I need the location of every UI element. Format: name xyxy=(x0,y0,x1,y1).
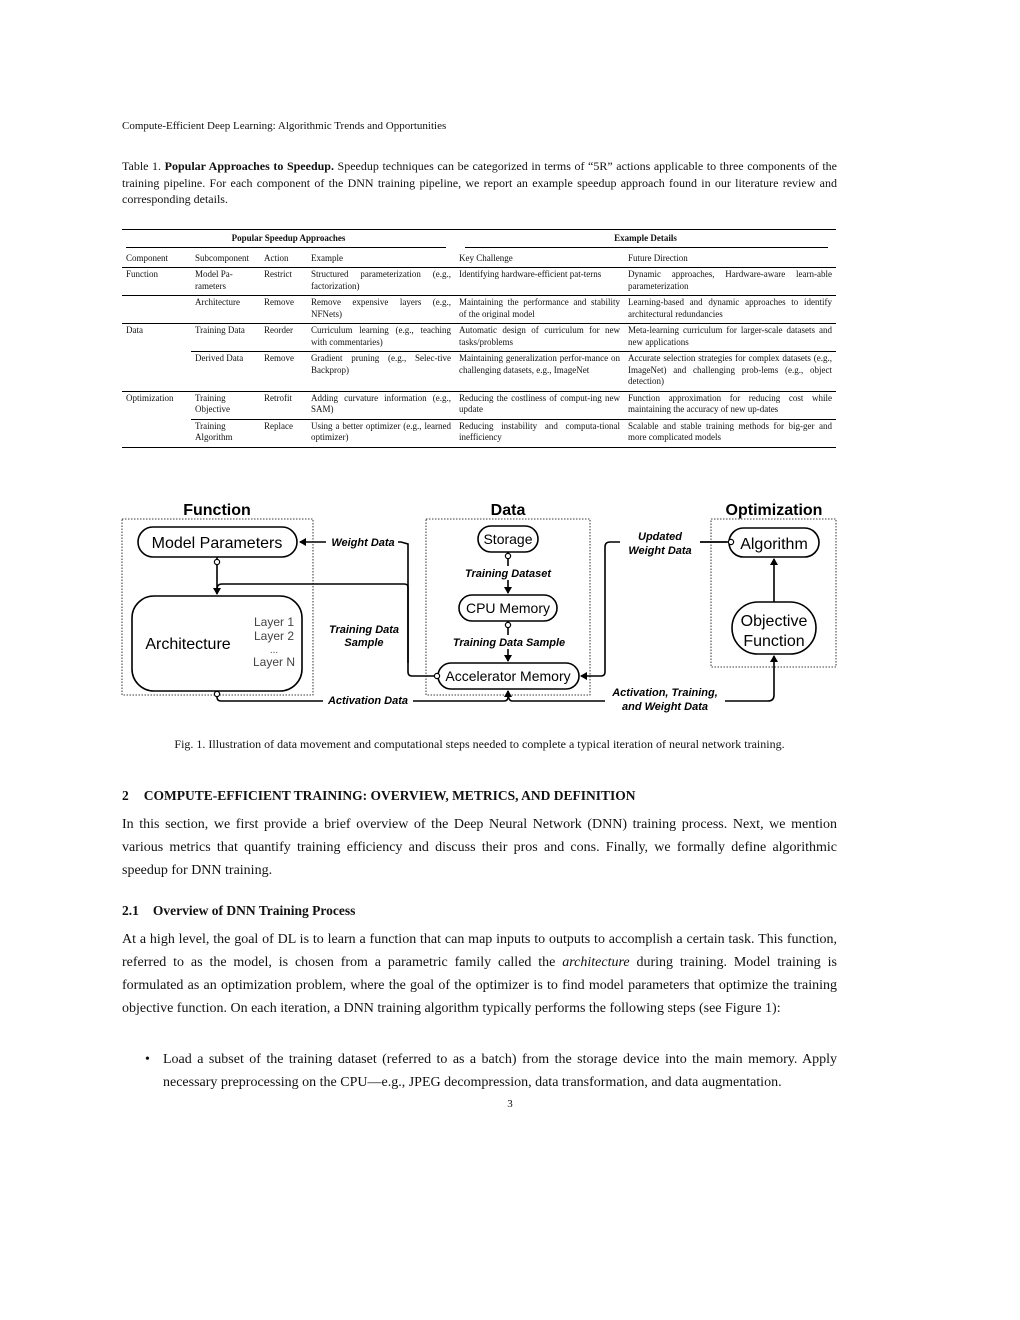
table-row xyxy=(122,268,836,296)
table-caption-text: Speedup techniques can be categorized in terms of “5R” actions applicable to three components of the training pipeline. For each component of the DNN training pipeline, we report an example speedup approach found in our literature review and corresponding details. xyxy=(122,159,837,206)
paragraph-part: At a high level, the goal of DL is to learn a function that can map inputs to outputs to accomplish a certain task. This function, referred to as the model, is chosen from a parametric family called the xyxy=(122,932,837,970)
cpu-junction-dot xyxy=(505,622,510,627)
layer-ellipsis: ... xyxy=(269,645,279,656)
table-title: Popular Approaches to Speedup. xyxy=(164,159,334,173)
architecture-junction-dot xyxy=(214,691,219,696)
table-cell: Function approximation for reducing cost while maintaining the accuracy of new up-dates xyxy=(624,391,836,419)
table-row xyxy=(122,391,836,419)
section-2-paragraph: In this section, we first provide a brief overview of the Deep Neural Network (DNN) training process. Next, we mention various metrics that quantify training efficiency and discuss their pros and cons. Finally, we formally define algorithmic speedup for DNN training. xyxy=(122,817,837,878)
table-row xyxy=(122,296,836,324)
paragraph-part: during training. Model training is formulated as an optimization problem, where the goal of the optimizer is to find model parameters that optimize the training objective function. On each iteration, a DNN training algorithm typically performs the following steps (see Figure 1): xyxy=(122,955,837,1016)
table-cell: Structured parameterization (e.g., factorization) xyxy=(307,268,455,296)
table-cell xyxy=(122,296,191,324)
table-cell: Dynamic approaches, Hardware-aware learn-able parameterization xyxy=(624,268,836,296)
updated-weight-data-arrow xyxy=(581,542,729,676)
table-cell: Restrict xyxy=(260,268,307,296)
section-2-1-paragraph xyxy=(122,928,837,1020)
layer-2-label: Layer 2 xyxy=(253,629,295,643)
emphasis-architecture: architecture xyxy=(562,955,630,970)
table-cell: Model Pa-rameters xyxy=(191,268,260,296)
table-cell: Training Algorithm xyxy=(191,419,260,447)
table-row xyxy=(122,352,836,392)
bullet-text: Load a subset of the training dataset (referred to as a batch) from the storage device into the main memory. Apply necessary preprocessing on the CPU—e.g., JPEG decompression, data transformation, and data augmentation. xyxy=(163,1052,837,1090)
bullet-item xyxy=(145,1048,837,1094)
table-cell: Derived Data xyxy=(191,352,260,392)
bullet-dot: • xyxy=(145,1052,150,1067)
training-data-sample-label: Training Data Sample xyxy=(452,637,566,649)
table-cell: Training Objective xyxy=(191,391,260,419)
storage-junction-dot xyxy=(505,553,510,558)
table-cell: Meta-learning curriculum for larger-scale datasets and new applications xyxy=(624,324,836,352)
layer-1-label: Layer 1 xyxy=(253,615,295,629)
storage-label: Storage xyxy=(483,531,533,547)
table-cell: Architecture xyxy=(191,296,260,324)
table-cell: Reducing the costliness of comput-ing new update xyxy=(455,391,624,419)
table-cell: Accurate selection strategies for complex datasets (e.g., ImageNet) and challenging prob-lems (e.g., object detection) xyxy=(624,352,836,392)
figure-caption: Fig. 1. Illustration of data movement and computational steps needed to complete a typical iteration of neural network training. xyxy=(174,737,785,751)
table-cell: Identifying hardware-efficient pat-terns xyxy=(455,268,624,296)
table-cell xyxy=(122,352,191,392)
layer-n-label: Layer N xyxy=(252,655,296,669)
table-cell: Replace xyxy=(260,419,307,447)
header-cell: Example xyxy=(307,247,455,268)
table-cell: Function xyxy=(122,268,191,296)
data-title: Data xyxy=(490,502,526,519)
section-2-1-title: Overview of DNN Training Process xyxy=(152,903,356,918)
header-cell: Future Direction xyxy=(624,247,836,268)
training-dataset-label: Training Dataset xyxy=(465,568,551,580)
table-cell: Maintaining generalization perfor-mance on challenging datasets, e.g., ImageNet xyxy=(455,352,624,392)
table-cell: Gradient pruning (e.g., Selec-tive Backprop) xyxy=(307,352,455,392)
atw-label-line1: Activation, Training, xyxy=(612,687,718,699)
atw-label-line2: and Weight Data xyxy=(622,701,708,713)
params-junction-dot xyxy=(214,559,219,564)
speedup-table xyxy=(122,229,836,448)
table-row xyxy=(122,324,836,352)
table-cell: Optimization xyxy=(126,392,174,403)
table-cell: Curriculum learning (e.g., teaching with commentaries) xyxy=(307,324,455,352)
section-2-number: 2 xyxy=(122,788,129,803)
algorithm-junction-dot xyxy=(728,539,733,544)
table-cell: Data xyxy=(126,325,143,335)
updated-label-line2: Weight Data xyxy=(628,545,692,557)
table-cell: Adding curvature information (e.g., SAM) xyxy=(307,391,455,419)
table-cell: Remove xyxy=(260,352,307,392)
section-2-1-number: 2.1 xyxy=(122,903,139,918)
optimization-title: Optimization xyxy=(725,502,823,519)
updated-label-line1: Updated xyxy=(638,531,682,543)
table-cell: Reducing instability and computa-tional inefficiency xyxy=(455,419,624,447)
cpu-memory-label: CPU Memory xyxy=(465,600,551,616)
group-header-right: Example Details xyxy=(614,233,677,243)
table-row xyxy=(122,419,836,447)
table-cell: Reorder xyxy=(260,324,307,352)
section-2-heading xyxy=(122,788,635,804)
weight-data-label: Weight Data xyxy=(331,537,395,549)
table-group-header xyxy=(122,229,836,247)
function-title: Function xyxy=(183,502,251,519)
table-cell: Using a better optimizer (e.g., learned optimizer) xyxy=(307,419,455,447)
header-cell: Component xyxy=(122,247,191,268)
section-2-1-heading xyxy=(122,903,355,919)
header-cell: Subcomponent xyxy=(191,247,260,268)
td-sample-label-line2: Sample xyxy=(344,637,384,649)
objective-label-line1: Objective xyxy=(740,613,808,630)
training-diagram xyxy=(118,496,843,718)
table-cell: Scalable and stable training methods for big-ger and more complicated models xyxy=(624,419,836,447)
activation-data-label: Activation Data xyxy=(327,695,409,707)
architecture-label: Architecture xyxy=(145,636,231,653)
table-caption xyxy=(122,158,837,208)
table-cell: Training Data xyxy=(191,324,260,352)
accelerator-memory-label: Accelerator Memory xyxy=(445,668,571,684)
page-number: 3 xyxy=(507,1098,513,1110)
table-header-row xyxy=(122,247,836,268)
td-sample-label-line1: Training Data xyxy=(328,624,400,636)
accelerator-junction-dot xyxy=(434,673,439,678)
header-cell: Key Challenge xyxy=(455,247,624,268)
running-head: Compute-Efficient Deep Learning: Algorithmic Trends and Opportunities xyxy=(122,120,447,132)
table-cell: Remove expensive layers (e.g., NFNets) xyxy=(307,296,455,324)
table-cell: Remove xyxy=(260,296,307,324)
table-label: Table 1. xyxy=(122,159,162,173)
table-cell xyxy=(122,419,191,447)
group-header-left: Popular Speedup Approaches xyxy=(231,233,346,243)
section-2-title: COMPUTE-EFFICIENT TRAINING: OVERVIEW, METRICS, AND DEFINITION xyxy=(143,788,636,803)
objective-label-line2: Function xyxy=(743,633,805,650)
header-cell: Action xyxy=(260,247,307,268)
table-cell: Learning-based and dynamic approaches to identify architectural redundancies xyxy=(624,296,836,324)
model-parameters-label: Model Parameters xyxy=(151,535,283,552)
table-cell: Maintaining the performance and stability of the original model xyxy=(455,296,624,324)
algorithm-label: Algorithm xyxy=(740,536,808,553)
table-cell: Retrofit xyxy=(260,391,307,419)
table-cell: Automatic design of curriculum for new tasks/problems xyxy=(455,324,624,352)
